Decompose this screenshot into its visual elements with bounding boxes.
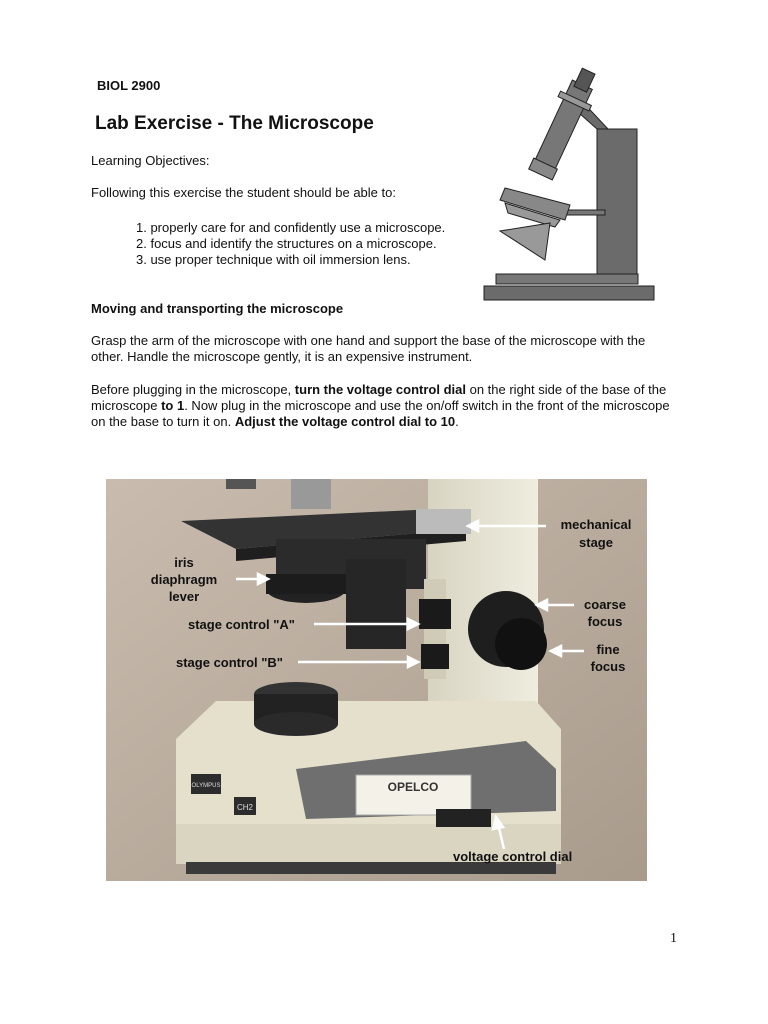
page-title: Lab Exercise - The Microscope [95,113,374,134]
label-coarse-focus: focus [587,614,623,629]
label-mechanical-stage: mechanical [560,517,632,532]
page-number: 1 [670,931,677,946]
brand-label: OPELCO [387,780,439,794]
label-coarse-focus: coarse [584,597,626,612]
text-run: on the right side of the base of the microscope [91,382,667,413]
body-paragraph [91,382,681,430]
label-fine-focus: focus [590,659,626,674]
microscope-clipart-icon [480,55,660,305]
text-run: . [455,414,459,429]
objectives-list [136,220,445,268]
label-stage-control-a: stage control "A" [188,617,295,632]
bold-run: Adjust the voltage control dial to 10 [234,414,456,429]
objective-item: 1. properly care for and confidently use a microscope. [136,220,446,235]
text-run: Before plugging in the microscope, [91,382,295,397]
objective-item: 3. use proper technique with oil immersion lens. [136,252,411,267]
label-iris-diaphragm-lever: lever [168,589,200,604]
label-fine-focus: fine [596,642,620,657]
label-iris-diaphragm-lever: iris [174,555,194,570]
bold-run: to 1 [161,398,185,413]
side-brand-label: OLYMPUS [191,783,221,789]
model-label: CH2 [236,803,254,812]
course-code: BIOL 2900 [97,78,161,93]
bold-run: turn the voltage control dial [294,382,466,397]
text-run: . Now plug in the microscope and use the on/off switch in the front of the microscope on the base to turn it on. [91,398,670,429]
body-paragraph: Grasp the arm of the microscope with one hand and support the base of the microscope with the other. Handle the microscope gently, it is an expensive instrument. [91,333,646,364]
objective-item: 2. focus and identify the structures on a microscope. [136,236,437,251]
label-mechanical-stage: stage [579,535,613,550]
objectives-intro: Following this exercise the student should be able to: [91,185,396,200]
label-voltage-control-dial: voltage control dial [453,849,573,864]
section-heading: Moving and transporting the microscope [91,301,344,316]
label-stage-control-b: stage control "B" [176,655,283,670]
microscope-photo [106,479,647,881]
label-iris-diaphragm-lever: diaphragm [150,572,218,587]
objectives-label: Learning Objectives: [91,153,210,168]
